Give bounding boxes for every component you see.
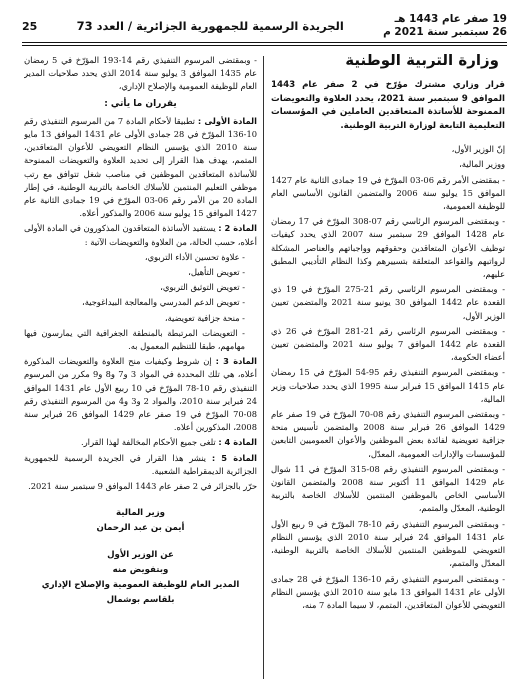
list-item: - التعويضات المرتبطة بالمنطقة الجغرافية التي يمارسون فيها مهامهم، طبقا للتنظيم المعمول به.	[24, 327, 245, 352]
signatory-name: أيمن بن عبد الرحمان	[96, 523, 185, 534]
preamble-paragraph: - وبمقتضى المرسوم التنفيذي رقم 10-136 المؤرّخ في 28 جمادى الأولى عام 1431 الموافق 13 مايو سنة 2010 الذي يؤسس النظام التعويضي للأعوان المتعاقدين، المتمم، لا سيما المادة 7 منه،	[271, 573, 505, 610]
preamble-paragraph: إنّ الوزير الأول،	[451, 144, 505, 155]
article-1	[24, 115, 257, 221]
article-label: المادة 4 :	[218, 437, 257, 448]
issue-date	[383, 13, 507, 39]
signatory-name: بلقاسم بوشمال	[106, 595, 175, 606]
list-item: - تعويض التوثيق التربوي،	[160, 282, 245, 293]
left-column	[24, 54, 257, 681]
list-item: - علاوة تحسين الأداء التربوي،	[144, 251, 245, 262]
decide-heading: يقرران ما يأتي :	[104, 98, 177, 109]
preamble-paragraph: - وبمقتضى المرسوم التنفيذي رقم 10-78 المؤرّخ في 9 ربيع الأول عام 1431 الموافق 24 فبراير سنة 2010 الذي يؤسس النظام التعويضي للموظفين المنتمين للأسلاك الخاصة بالتربية الوطنية، المعدّل والمتمم،	[271, 518, 505, 569]
preamble-paragraph: - وبمقتضى المرسوم الرئاسي رقم 21-275 المؤرّخ في 19 ذي القعدة عام 1442 الموافق 30 يونيو سنة 2021 والمتضمن تعيين الوزير الأول،	[271, 284, 505, 321]
journal-title: الجريدة الرسمية للجمهورية الجزائرية / العدد 73	[76, 19, 344, 33]
list-item: - تعويض التأهيل،	[188, 267, 245, 278]
decree-title: قرار وزاري مشترك مؤرّخ في 2 صفر عام 1443 الموافق 9 سبتمبر سنة 2021، يحدد العلاوة والتعويضات الممنوحة للأساتذة المتعاقدين العاملين في المؤسسات التعليمية التابعة لوزارة التربية الوطنية.	[271, 80, 505, 131]
ministry-heading: وزارة التربية الوطنية	[345, 54, 499, 69]
preamble-paragraph: - وبمقتضى المرسوم الرئاسي رقم 07-308 المؤرّخ في 17 رمضان عام 1428 الموافق 29 سبتمبر سنة 2007 الذي يحدد كيفيات توظيف الأعوان المتعاقدين وحقوقهم وواجباتهم والعناصر المشكلة لرواتبهم والقواعد المتعلقة بتسييرهم وكذا النظام التأديبي المطبق عليهم،	[271, 216, 505, 280]
article-4	[24, 436, 257, 449]
article-5	[24, 452, 257, 478]
signatory-title: وزير المالية	[116, 508, 165, 519]
signatory-title: وبتفويض منه	[112, 565, 169, 576]
preamble-paragraph: - وبمقتضى المرسوم التنفيذي رقم 14-193 المؤرّخ في 5 رمضان عام 1435 الموافق 3 يوليو سنة 2014 الذي يحدد صلاحيات المدير العام للوظيفة العمومية والإصلاح الإداري،	[24, 55, 257, 92]
article-3	[24, 355, 257, 434]
date-hijri: 19 صفر عام 1443 هـ	[394, 13, 507, 25]
list-item: - منحة جزافية تعويضية،	[164, 312, 245, 323]
article-text: تطبيقا لأحكام المادة 7 من المرسوم التنفيذي رقم 10-136 المؤرّخ في 28 جمادى الأولى عام 1431 الموافق 13 مايو سنة 2010 الذي يؤسس النظام التعويضي للأعوان المتعاقدين، المتمم، يهدف هذا القرار إلى تحديد العلاوة والتعويضات الممنوحة للأساتذة المتعاقدين الموظفين في مناصب شغل تتوافق مع رتب موظفي التعليم المنتمين للأسلاك الخاصة بالتربية الوطنية، في إطار المادة 20 من الأمر رقم 06-03 المؤرّخ في 19 جمادى الثانية عام 1427 الموافق 15 يوليو سنة 2006 والمذكور أعلاه.	[24, 115, 257, 219]
right-column	[271, 54, 505, 681]
article-label: المادة 2 :	[218, 223, 257, 234]
article-text: يستفيد الأساتذة المتعاقدون المذكورون في المادة الأولى أعلاه، حسب الحالة، من العلاوة والتعويضات الآتية :	[24, 223, 257, 247]
article-text: إن شروط وكيفيات منح العلاوة والتعويضات المذكورة أعلاه، هي تلك المحددة في المواد 3 و7 و8 و9 مكرر من المرسوم التنفيذي رقم 10-78 المؤرّخ في 10 ربيع الأول عام 1431 الموافق 24 فبراير سنة 2010، والمواد 2 و3 و4 من المرسوم التنفيذي رقم 08-70 المؤرّخ في 19 صفر عام 1429 الموافق 26 فبراير سنة 2008، المذكورين أعلاه.	[24, 356, 257, 433]
article-2	[24, 222, 257, 248]
preamble-paragraph: - وبمقتضى المرسوم التنفيذي رقم 08-315 المؤرّخ في 11 شوال عام 1429 الموافق 11 أكتوبر سنة 2008 والمتضمن القانون الأساسي الخاص بالموظفين المنتمين للأسلاك الخاصة بالتربية الوطنية، المعدّل والمتمم،	[271, 463, 505, 514]
column-separator	[263, 56, 264, 679]
page-header	[22, 12, 507, 40]
article-label: المادة 3 :	[215, 356, 257, 367]
page-number: 25	[22, 19, 38, 33]
list-item: - تعويض الدعم المدرسي والمعالجة البيداغوجية،	[82, 297, 245, 308]
header-rule	[22, 42, 507, 43]
header-rule-thin	[22, 45, 507, 46]
preamble-paragraph: - وبمقتضى المرسوم الرئاسي رقم 21-281 المؤرّخ في 26 ذي القعدة عام 1442 الموافق 7 يوليو سنة 2021 والمتضمن تعيين أعضاء الحكومة،	[271, 325, 505, 363]
spacer	[24, 537, 257, 549]
preamble-paragraph: - بمقتضى الأمر رقم 06-03 المؤرّخ في 19 جمادى الثانية عام 1427 الموافق 15 يوليو سنة 2006 والمتضمن القانون الأساسي العام للوظيفة العمومية،	[271, 174, 505, 212]
article-label: المادة الأولى :	[197, 115, 257, 126]
signatory-title: عن الوزير الأول	[107, 550, 174, 561]
article-text: ينشر هذا القرار في الجريدة الرسمية للجمهورية الجزائرية الديمقراطية الشعبية.	[24, 452, 257, 476]
preamble-paragraph: - وبمقتضى المرسوم التنفيذي رقم 95-54 المؤرّخ في 15 رمضان عام 1415 الموافق 15 فبراير سنة 1995 الذي يحدد صلاحيات وزير المالية،	[271, 367, 505, 404]
signatory-title: المدير العام للوظيفة العمومية والإصلاح الإداري	[41, 580, 240, 591]
article-text: تلغى جميع الأحكام المخالفة لهذا القرار.	[81, 437, 219, 448]
article-label: المادة 5 :	[211, 452, 257, 463]
preamble-paragraph: - وبمقتضى المرسوم التنفيذي رقم 08-70 المؤرّخ في 19 صفر عام 1429 الموافق 26 فبراير سنة 2008 والمتضمن تأسيس منحة جزافية تعويضية لفائدة بعض الموظفين والأعوان العموميين التابعين للمؤسسات والإدارات العمومية، المعدّل،	[271, 409, 505, 459]
date-gregorian: 26 سبتمبر سنة 2021 م	[383, 26, 507, 38]
preamble-paragraph: ووزير المالية،	[459, 159, 505, 170]
spacer	[24, 495, 257, 507]
done-at: حرّر بالجزائر في 2 صفر عام 1443 الموافق 9 سبتمبر سنة 2021.	[28, 481, 257, 492]
